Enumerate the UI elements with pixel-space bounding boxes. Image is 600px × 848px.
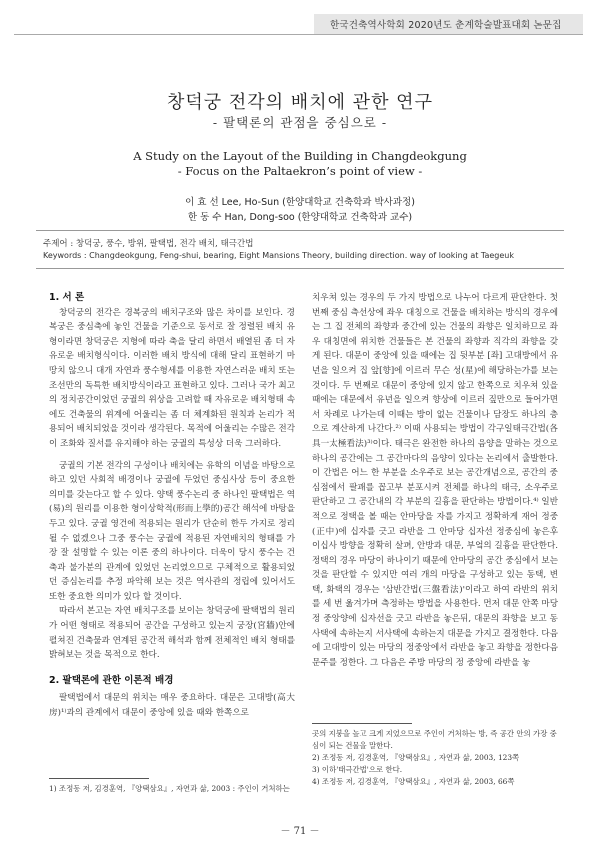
paragraph: 따라서 본고는 자연 배치구조를 보이는 창덕궁에 팔택법의 원리가 어떤 형태로 적용되어 공간을 구성하고 있는지 궁장(宮牆)안에 펼쳐진 건축물과 연계된 공간적 해석과 함께 전체적인 배치 형태를 밝혀보는 것을 목적으로 한다.: [49, 606, 295, 661]
section-heading-theory: 2. 팔택론에 관한 이론적 배경: [49, 674, 174, 686]
footnote: 4) 조정동 저, 김경훈역, 『양택삼요』, 자연과 삶, 2003, 66쪽: [312, 777, 515, 786]
paper-title-ko: 창덕궁 전각의 배치에 관한 연구: [167, 92, 433, 113]
header-rule: [14, 34, 583, 35]
footnotes-right: [312, 728, 562, 788]
paragraph: 치우쳐 있는 경우의 두 가지 방법으로 나누어 다르게 판단한다. 첫 번째 중심 측선상에 좌우 대칭으로 건물을 배치하는 방식의 경우에는 그 집 전체의 좌향과 중간에 있는 건물의 좌향은 일치하므로 좌우 대칭면에 위치한 건물들은 본 건물의 좌향과 직각의 좌향을 갖게 된다. 대문이 중앙에 있을 때에는 집 뒷부분 [좌] 고대방에서 유년을 일으켜 집 앞[향]에 이르러 무슨 성(星)에 해당하는가를 보는 것이다. 두 번째로 대문이 중앙에 있지 않고 한쪽으로 치우쳐 있을 때에는 대문에서 유년을 일으켜 향상에 이르러 짚만으로 들어가면서 차례로 나가는데 이때는 방이 없는 건물이나 담장도 하나의 층으로 계산하게 나간다.²⁾ 이때 사용되는 방법이 각구일태극간법(各具一太極看法)³⁾이다. 태극은 완전한 하나의 음양을 말하는 것으로 하나의 공간에는 그 공간마다의 음양이 있다는 논리에서 출발한다. 이 간법은 어느 한 부분을 소우주로 보는 공간개념으로, 공간의 중심점에서 팔괘를 꼽고부 분포시켜 전체를 하나의 태극, 소우주로 판단하고 그 공간내의 각 부분의 길흉을 판단하는 방법이다.⁴⁾ 일반적으로 정택을 볼 때는 안마당을 자를 가지고 정확하게 재어 정중(正中)에 십자를 긋고 라반을 그 안마당 십자선 정중심에 놓은후 이십사 방향을 정확히 살펴, 안방과 대문, 부엌의 길흉을 판단한다. 정택의 경우 마당이 하나이기 때문에 안마당의 공간 중심에서 보는 것을 판단할 수 있지만 여러 개의 마당을 구성하고 있는 동택, 변택, 화택의 경우는 '삼반간법(三盤看法)'이라고 하여 라반의 위치를 세 번 옮겨가며 측정하는 방법을 사용한다. 먼저 대문 안쪽 마당 정 중앙양에 십자선을 긋고 라반을 놓은뒤, 대문의 좌향을 보고 동사택에 속하는지 서사택에 속하는지 대문을 가지고 결정한다. 다음에 고대방이 있는 마당의 정중앙에서 라반을 놓고 좌향을 정한다음 문주를 정한다. 그 다음은 주방 마당의 정 중앙에 라반을 놓: [312, 293, 558, 668]
footnote: 2) 조정동 저, 김경훈역, 『양택삼요』, 자연과 삶, 2003, 123쪽: [312, 753, 520, 762]
right-column: [312, 291, 558, 670]
keywords-top-rule: [36, 230, 564, 231]
paragraph: 창덕궁의 전각은 경복궁의 배치구조와 많은 차이를 보인다. 경복궁은 중심축에 놓인 건물을 기준으로 동서로 잘 정렬된 배치 유형이라면 창덕궁은 지형에 따라 축을 달리 하면서 배열된 좀 더 자유로운 배치형식이다. 이러한 배치 방식에 대해 달리 표현하기 마땅치 않으니 대개 자연과 풍수형세를 이용한 자연스러운 배치 또는 조선만의 독특한 배치방식이라고 표현하고 있다. 그러나 국가 최고의 정치공간이었던 궁궐의 위상을 고려할 때 자유로운 배치형태 속에도 건축물의 위계에 어울리는 좀 더 체계화된 원칙과 논리가 적용되어 배치되었을 것이라 생각된다. 목적에 어울리는 수많은 전각이 조화와 질서를 유지해야 하는 궁궐의 특성상 더욱 그러하다.: [49, 307, 295, 449]
keywords-bottom-rule: [36, 268, 564, 269]
section-heading-intro: 1. 서 론: [49, 292, 85, 303]
footnote: 1) 조정동 저, 김경훈역, 『양택삼요』, 자연과 삶, 2003 : 주인이 거처하는: [49, 784, 290, 793]
journal-header: 한국건축역사학회 2020년도 춘계학술발표대회 논문집: [330, 20, 562, 31]
footnote-rule-left: [49, 778, 149, 779]
paragraph: 궁궐의 기본 전각의 구성이나 배치에는 유학의 이념을 바탕으로 하고 있던 사회적 배경이나 궁궐에 두었던 중심사상 등이 중요한 의미를 갖는다고 할 수 있다. 양택 풍수논리 중 하나인 팔택법은 역(易)의 원리를 이용한 형이상학적(形而上學的)공간 해석에 바탕을 두고 있다. 궁궐 영건에 적용되는 원리가 단순히 한두 가지로 정리될 수 없겠으나 그중 풍수는 궁궐에 적용된 자연배치의 형태를 가장 잘 설명할 수 있는 이론 중의 하나이다. 더욱이 당시 풍수는 건축과 불가분의 관계에 있었던 논리였으므로 구체적으로 활용되었던 증심논리를 추정 파악해 보는 것은 역사관의 정립에 있어서도 또한 중요한 의미가 있다 할 것이다.: [49, 460, 295, 602]
author-line-2: 한 동 수 Han, Dong-soo (한양대학교 건축학과 교수): [187, 212, 413, 223]
left-column: [49, 291, 295, 721]
paper-subtitle-en: - Focus on the Paltaekron’s point of view -: [177, 164, 423, 178]
keywords-ko: 주제어 : 창덕궁, 풍수, 방위, 팔택법, 전각 배치, 태극간법: [43, 239, 254, 249]
paper-subtitle-ko: - 팔택론의 관점을 중심으로 -: [212, 115, 388, 130]
paper-title-en: A Study on the Layout of the Building in Changdeokgung: [133, 149, 467, 163]
footnote: 3) 이하'태극간법'으로 한다.: [312, 765, 403, 774]
author-line-1: 이 효 선 Lee, Ho-Sun (한양대학교 건축학과 박사과정): [185, 197, 415, 208]
paragraph: 팔택법에서 대문의 위치는 매우 중요하다. 대문은 고대방(高大房)¹⁾과의 관계에서 대문이 중앙에 있을 때와 한쪽으로: [49, 693, 295, 719]
footnotes-left: [49, 783, 299, 795]
footnote-rule-right: [312, 723, 412, 724]
page-number: － 71 －: [280, 826, 320, 837]
footnote: 곳의 지붕을 높고 크게 지었으므로 주인이 거처하는 방, 즉 공간 안의 가장 중심이 되는 건물을 말한다.: [312, 729, 557, 750]
keywords-en: Keywords : Changdeokgung, Feng-shui, bearing, Eight Mansions Theory, building direction. way of looking at Taegeuk: [43, 251, 514, 260]
